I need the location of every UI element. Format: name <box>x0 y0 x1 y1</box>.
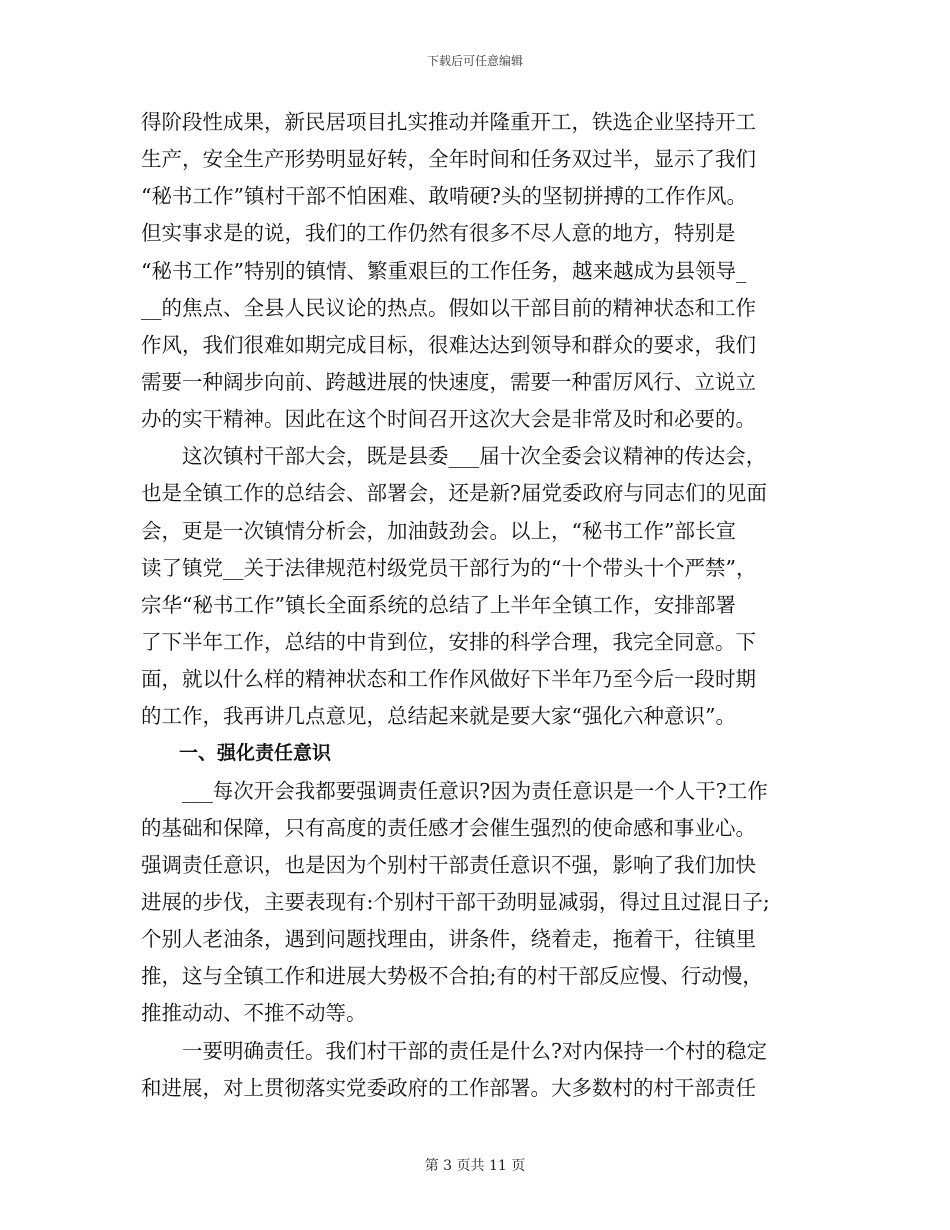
body-line: 这次镇村干部大会，既是县委___届十次全委会议精神的传达会， <box>141 444 767 469</box>
body-line: 会，更是一次镇情分析会，加油鼓劲会。以上，“秘书工作”部长宣 <box>141 518 736 543</box>
body-line: __的焦点、全县人民议论的热点。假如以干部目前的精神状态和工作 <box>141 295 756 320</box>
body-line: 推推动动、不推不动等。 <box>141 1001 367 1026</box>
body-line: 个别人老油条，遇到问题找理由，讲条件，绕着走，拖着干，往镇里 <box>141 927 756 952</box>
page-footer: 第 3 页共 11 页 <box>424 1158 526 1174</box>
document-body <box>141 104 809 1107</box>
body-line: ___每次开会我都要强调责任意识?因为责任意识是一个人干?工作 <box>141 778 768 803</box>
body-line: 宗华“秘书工作”镇长全面系统的总结了上半年全镇工作，安排部署 <box>141 592 736 617</box>
body-line: 一要明确责任。我们村干部的责任是什么?对内保持一个村的稳定 <box>141 1038 767 1063</box>
body-line: 的基础和保障，只有高度的责任感才会催生强烈的使命感和事业心。 <box>141 815 756 840</box>
body-line: 也是全镇工作的总结会、部署会，还是新?届党委政府与同志们的见面 <box>141 481 767 506</box>
body-line: 强调责任意识，也是因为个别村干部责任意识不强，影响了我们加快 <box>141 852 756 877</box>
body-line: 作风，我们很难如期完成目标，很难达达到领导和群众的要求，我们 <box>141 332 756 357</box>
body-line: 办的实干精神。因此在这个时间召开这次大会是非常及时和必要的。 <box>141 407 756 432</box>
body-line: 需要一种阔步向前、跨越进展的快速度，需要一种雷厉风行、立说立 <box>141 369 756 394</box>
section-heading: 一、强化责任意识 <box>141 742 332 765</box>
body-line: “秘书工作”特别的镇情、繁重艰巨的工作任务，越来越成为县领导_ <box>141 258 747 283</box>
body-line: 读了镇党__关于法律规范村级党员干部行为的“十个带头十个严禁”， <box>141 555 757 580</box>
body-line: 得阶段性成果，新民居项目扎实推动并隆重开工，铁选企业坚持开工 <box>141 110 756 134</box>
body-line: 但实事求是的说，我们的工作仍然有很多不尽人意的地方，特别是 <box>141 221 736 246</box>
body-line: 进展的步伐，主要表现有:个别村干部干劲明显减弱，得过且过混日子; <box>141 889 770 914</box>
body-line: 推，这与全镇工作和进展大势极不合拍;有的村干部反应慢、行动慢， <box>141 964 763 989</box>
body-line: 的工作，我再讲几点意见，总结起来就是要大家“强化六种意识”。 <box>141 704 736 729</box>
body-line: 面，就以什么样的精神状态和工作作风做好下半年乃至今后一段时期 <box>141 667 756 692</box>
body-line: 生产，安全生产形势明显好转，全年时间和任务双过半，显示了我们 <box>141 147 756 172</box>
body-line: 了下半年工作，总结的中肯到位，安排的科学合理，我完全同意。下 <box>141 629 756 654</box>
body-line: 和进展，对上贯彻落实党委政府的工作部署。大多数村的村干部责任 <box>141 1075 756 1100</box>
page-header: 下载后可任意编辑 <box>426 54 523 68</box>
body-line: “秘书工作”镇村干部不怕困难、敢啃硬?头的坚韧拼搏的工作作风。 <box>141 184 747 209</box>
